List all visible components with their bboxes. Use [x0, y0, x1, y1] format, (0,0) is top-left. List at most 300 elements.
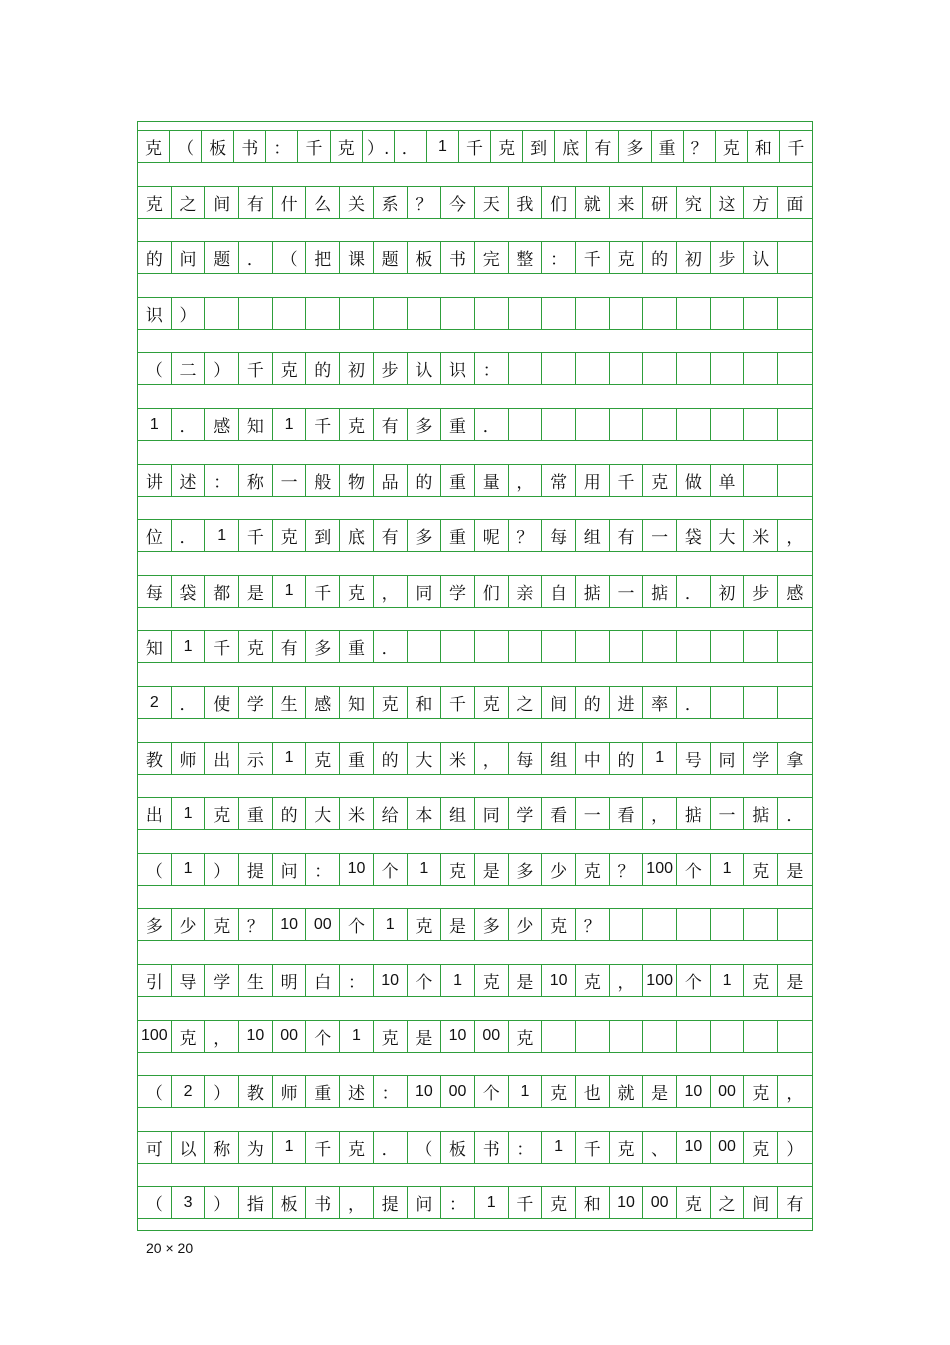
grid-cell: 提: [239, 853, 273, 886]
grid-cell: ．: [677, 575, 711, 608]
grid-cell: （: [138, 1075, 172, 1108]
grid-cell: [273, 297, 307, 330]
grid-cell: 千: [306, 1131, 340, 1164]
grid-cell: 1: [205, 519, 239, 552]
grid-cell: 的: [138, 241, 172, 274]
grid-cell: 克: [716, 130, 748, 163]
grid-cell: 1: [273, 408, 307, 441]
grid-cell: 率: [643, 686, 677, 719]
grid-cell: [441, 630, 475, 663]
grid-cell: 大: [306, 797, 340, 830]
grid-cell: 底: [340, 519, 374, 552]
grid-cell: 1: [408, 853, 442, 886]
grid-row: [138, 1131, 812, 1164]
grid-cell: 克: [744, 1075, 778, 1108]
grid-cell: 00: [306, 908, 340, 941]
grid-cell: 的: [374, 742, 408, 775]
grid-cell: 组: [542, 742, 576, 775]
grid-cell: [677, 630, 711, 663]
grid-cell: 100: [643, 964, 677, 997]
grid-cell: 千: [576, 1131, 610, 1164]
grid-cell: [475, 297, 509, 330]
grid-cell: 步: [711, 241, 745, 274]
grid-cell: 克: [306, 742, 340, 775]
grid-cell: 是: [778, 964, 812, 997]
grid-cell: 10: [677, 1131, 711, 1164]
grid-cell: [778, 352, 812, 385]
grid-cell: 识: [441, 352, 475, 385]
grid-cell: 认: [744, 241, 778, 274]
grid-cell: 初: [340, 352, 374, 385]
grid-cell: 知: [340, 686, 374, 719]
grid-cell: ？: [509, 519, 543, 552]
grid-row: [138, 908, 812, 941]
grid-cell: 学: [744, 742, 778, 775]
grid-cell: 千: [610, 464, 644, 497]
grid-cell: 述: [340, 1075, 374, 1108]
grid-row: [138, 686, 812, 719]
grid-cell: 出: [205, 742, 239, 775]
grid-cell: 到: [306, 519, 340, 552]
grid-cell: 多: [408, 519, 442, 552]
grid-cell: [542, 630, 576, 663]
grid-cell: 重: [441, 464, 475, 497]
grid-cell: 书: [234, 130, 266, 163]
grid-cell: 有: [374, 408, 408, 441]
grid-cell: 之: [509, 686, 543, 719]
grid-cell: [610, 908, 644, 941]
grid-cell: 10: [677, 1075, 711, 1108]
grid-cell: 亲: [509, 575, 543, 608]
grid-cell: 千: [509, 1186, 543, 1219]
grid-cell: [441, 297, 475, 330]
grid-cell: 克: [744, 853, 778, 886]
grid-cell: 问: [172, 241, 206, 274]
grid-cell: 1: [509, 1075, 543, 1108]
grid-cell: 多: [475, 908, 509, 941]
grid-cell: 克: [475, 686, 509, 719]
grid-cell: [509, 352, 543, 385]
grid-cell: 品: [374, 464, 408, 497]
grid-cell: 使: [205, 686, 239, 719]
grid-cell: [239, 297, 273, 330]
grid-cell: 克: [542, 1186, 576, 1219]
grid-cell: 感: [205, 408, 239, 441]
grid-row: [138, 297, 812, 330]
grid-cell: 个: [340, 908, 374, 941]
grid-cell: 是: [441, 908, 475, 941]
grid-cell: 克: [475, 964, 509, 997]
grid-cell: ．: [778, 797, 812, 830]
grid-cell: 号: [677, 742, 711, 775]
grid-cell: 个: [408, 964, 442, 997]
grid-cell: 克: [441, 853, 475, 886]
grid-cell: 间: [205, 186, 239, 219]
grid-cell: 之: [172, 186, 206, 219]
grid-cell: 称: [205, 1131, 239, 1164]
grid-cell: 是: [475, 853, 509, 886]
grid-cell: 克: [374, 686, 408, 719]
grid-cell: [744, 686, 778, 719]
grid-cell: [576, 297, 610, 330]
grid-cell: 生: [273, 686, 307, 719]
grid-cell: 少: [172, 908, 206, 941]
grid-cell: 为: [239, 1131, 273, 1164]
grid-cell: 克: [744, 964, 778, 997]
grid-cell: 整: [509, 241, 543, 274]
grid-cell: [677, 908, 711, 941]
grid-cell: 述: [172, 464, 206, 497]
grid-cell: [778, 464, 812, 497]
grid-cell: [475, 630, 509, 663]
grid-cell: 袋: [677, 519, 711, 552]
grid-cell: 10: [239, 1020, 273, 1053]
grid-cell: [643, 1020, 677, 1053]
grid-cell: 个: [475, 1075, 509, 1108]
grid-cell: 课: [340, 241, 374, 274]
grid-cell: 重: [239, 797, 273, 830]
grid-cell: 中: [576, 742, 610, 775]
grid-cell: 克: [610, 1131, 644, 1164]
grid-cell: 重: [652, 130, 684, 163]
grid-cell: 米: [340, 797, 374, 830]
grid-row: [138, 1020, 812, 1053]
grid-row: [138, 1186, 812, 1219]
grid-cell: 的: [610, 742, 644, 775]
grid-cell: ？: [408, 186, 442, 219]
grid-cell: 感: [778, 575, 812, 608]
grid-cell: [610, 408, 644, 441]
grid-cell: 天: [475, 186, 509, 219]
grid-cell: 千: [459, 130, 491, 163]
grid-cell: 示: [239, 742, 273, 775]
grid-cell: 克: [509, 1020, 543, 1053]
grid-cell: [374, 297, 408, 330]
grid-cell: 组: [441, 797, 475, 830]
grid-cell: 00: [711, 1131, 745, 1164]
grid-cell: [778, 241, 812, 274]
grid-cell: ）: [205, 853, 239, 886]
grid-cell: 有: [778, 1186, 812, 1219]
grid-cell: 00: [711, 1075, 745, 1108]
grid-cell: 克: [491, 130, 523, 163]
grid-cell: ？: [684, 130, 716, 163]
grid-cell: 做: [677, 464, 711, 497]
grid-cell: 1: [273, 575, 307, 608]
grid-cell: [677, 297, 711, 330]
grid-cell: 千: [306, 408, 340, 441]
grid-cell: ，: [475, 742, 509, 775]
grid-cell: 1: [542, 1131, 576, 1164]
grid-cell: 的: [306, 352, 340, 385]
grid-cell: 称: [239, 464, 273, 497]
grid-cell: ．: [475, 408, 509, 441]
grid-cell: 掂: [643, 575, 677, 608]
grid-cell: 千: [306, 575, 340, 608]
grid-cell: ：: [266, 130, 298, 163]
grid-cell: [610, 352, 644, 385]
grid-cell: 重: [306, 1075, 340, 1108]
grid-row: [138, 575, 812, 608]
grid-cell: [677, 352, 711, 385]
grid-cell: 多: [408, 408, 442, 441]
grid-cell: 学: [441, 575, 475, 608]
grid-cell: 克: [576, 853, 610, 886]
grid-row: [138, 464, 812, 497]
grid-cell: ）.: [363, 130, 395, 163]
grid-cell: ，: [340, 1186, 374, 1219]
grid-cell: 克: [138, 186, 172, 219]
grid-cell: ）: [172, 297, 206, 330]
grid-cell: ．: [677, 686, 711, 719]
grid-cell: ．: [172, 408, 206, 441]
grid-cell: 们: [475, 575, 509, 608]
grid-cell: 识: [138, 297, 172, 330]
grid-cell: 个: [677, 853, 711, 886]
grid-cell: 1: [172, 853, 206, 886]
grid-cell: 00: [475, 1020, 509, 1053]
grid-cell: 克: [408, 908, 442, 941]
grid-cell: 引: [138, 964, 172, 997]
grid-cell: 1: [427, 130, 459, 163]
grid-cell: 袋: [172, 575, 206, 608]
grid-cell: 系: [374, 186, 408, 219]
grid-cell: [509, 630, 543, 663]
grid-cell: [542, 352, 576, 385]
grid-cell: 多: [138, 908, 172, 941]
grid-cell: ．: [374, 1131, 408, 1164]
grid-cell: 问: [273, 853, 307, 886]
grid-cell: 克: [643, 464, 677, 497]
grid-cell: ，: [778, 519, 812, 552]
grid-cell: [744, 352, 778, 385]
grid-cell: 克: [239, 630, 273, 663]
grid-cell: 本: [408, 797, 442, 830]
grid-cell: 每: [138, 575, 172, 608]
grid-cell: 克: [340, 1131, 374, 1164]
grid-cell: 把: [306, 241, 340, 274]
grid-row: [138, 630, 812, 663]
grid-cell: （: [138, 352, 172, 385]
grid-cell: 2: [138, 686, 172, 719]
grid-cell: 1: [441, 964, 475, 997]
grid-cell: 用: [576, 464, 610, 497]
grid-cell: [576, 408, 610, 441]
grid-cell: 初: [677, 241, 711, 274]
grid-size-label: 20 × 20: [146, 1240, 194, 1256]
grid-cell: 提: [374, 1186, 408, 1219]
grid-cell: ．: [374, 630, 408, 663]
grid-cell: 同: [711, 742, 745, 775]
grid-cell: 少: [542, 853, 576, 886]
grid-cell: 1: [273, 742, 307, 775]
grid-cell: 教: [239, 1075, 273, 1108]
grid-row: [138, 352, 812, 385]
grid-cell: 一: [273, 464, 307, 497]
grid-cell: 是: [643, 1075, 677, 1108]
grid-cell: 知: [239, 408, 273, 441]
grid-cell: 们: [542, 186, 576, 219]
grid-cell: 克: [542, 908, 576, 941]
grid-cell: 个: [374, 853, 408, 886]
grid-cell: 学: [205, 964, 239, 997]
grid-cell: 00: [441, 1075, 475, 1108]
grid-cell: 克: [374, 1020, 408, 1053]
grid-cell: [778, 686, 812, 719]
grid-cell: 有: [610, 519, 644, 552]
grid-cell: 和: [748, 130, 780, 163]
grid-cell: 是: [509, 964, 543, 997]
grid-cell: 明: [273, 964, 307, 997]
grid-cell: 书: [306, 1186, 340, 1219]
grid-row: [138, 1075, 812, 1108]
grid-cell: 就: [576, 186, 610, 219]
grid-cell: 学: [509, 797, 543, 830]
grid-cell: ，: [374, 575, 408, 608]
grid-cell: 重: [340, 630, 374, 663]
grid-cell: 克: [172, 1020, 206, 1053]
grid-cell: [643, 630, 677, 663]
grid-cell: 千: [239, 352, 273, 385]
grid-cell: 师: [172, 742, 206, 775]
grid-cell: 克: [542, 1075, 576, 1108]
grid-cell: 拿: [778, 742, 812, 775]
grid-cell: （: [273, 241, 307, 274]
grid-cell: 单: [711, 464, 745, 497]
grid-cell: 常: [542, 464, 576, 497]
grid-cell: 大: [711, 519, 745, 552]
grid-cell: 书: [475, 1131, 509, 1164]
grid-cell: ：: [441, 1186, 475, 1219]
grid-cell: 完: [475, 241, 509, 274]
grid-cell: 同: [475, 797, 509, 830]
grid-cell: 克: [610, 241, 644, 274]
grid-cell: ：: [542, 241, 576, 274]
grid-cell: 克: [273, 519, 307, 552]
grid-cell: [711, 908, 745, 941]
grid-cell: 的: [576, 686, 610, 719]
grid-cell: [576, 1020, 610, 1053]
grid-cell: 10: [610, 1186, 644, 1219]
grid-cell: ，: [778, 1075, 812, 1108]
grid-cell: 就: [610, 1075, 644, 1108]
grid-cell: 千: [576, 241, 610, 274]
grid-cell: 一: [711, 797, 745, 830]
grid-cell: 可: [138, 1131, 172, 1164]
grid-cell: [744, 1020, 778, 1053]
grid-cell: 间: [542, 686, 576, 719]
grid-cell: 什: [273, 186, 307, 219]
grid-cell: 克: [205, 908, 239, 941]
grid-cell: 这: [711, 186, 745, 219]
grid-cell: [340, 297, 374, 330]
grid-cell: 问: [408, 1186, 442, 1219]
grid-cell: 10: [408, 1075, 442, 1108]
grid-cell: 自: [542, 575, 576, 608]
grid-cell: ）: [205, 1075, 239, 1108]
grid-cell: 10: [542, 964, 576, 997]
grid-cell: [610, 1020, 644, 1053]
grid-cell: ：: [374, 1075, 408, 1108]
grid-cell: 千: [780, 130, 812, 163]
grid-cell: 教: [138, 742, 172, 775]
grid-cell: [509, 297, 543, 330]
grid-cell: 米: [441, 742, 475, 775]
grid-cell: 的: [273, 797, 307, 830]
grid-cell: 00: [643, 1186, 677, 1219]
grid-cell: [643, 352, 677, 385]
grid-cell: 都: [205, 575, 239, 608]
grid-cell: 2: [172, 1075, 206, 1108]
grid-cell: 是: [408, 1020, 442, 1053]
grid-cell: [643, 297, 677, 330]
grid-row: [138, 519, 812, 552]
grid-cell: 步: [374, 352, 408, 385]
grid-cell: 呢: [475, 519, 509, 552]
grid-cell: 重: [441, 408, 475, 441]
grid-cell: ：: [509, 1131, 543, 1164]
grid-cell: ：: [475, 352, 509, 385]
grid-row: [138, 241, 812, 274]
grid-cell: [205, 297, 239, 330]
grid-cell: 有: [374, 519, 408, 552]
grid-cell: 、: [643, 1131, 677, 1164]
grid-row: [138, 853, 812, 886]
grid-cell: 1: [711, 853, 745, 886]
grid-cell: ？: [239, 908, 273, 941]
grid-cell: 量: [475, 464, 509, 497]
grid-cell: 克: [205, 797, 239, 830]
grid-cell: 么: [306, 186, 340, 219]
grid-cell: [542, 297, 576, 330]
grid-cell: [711, 1020, 745, 1053]
grid-cell: [610, 630, 644, 663]
grid-cell: [744, 464, 778, 497]
grid-cell: 克: [331, 130, 363, 163]
grid-cell: 每: [509, 742, 543, 775]
grid-cell: 师: [273, 1075, 307, 1108]
grid-cell: 克: [340, 575, 374, 608]
grid-cell: [711, 352, 745, 385]
grid-cell: 间: [744, 1186, 778, 1219]
grid-cell: 是: [778, 853, 812, 886]
writing-grid: [137, 121, 813, 1231]
grid-cell: 导: [172, 964, 206, 997]
grid-cell: 100: [643, 853, 677, 886]
grid-cell: 题: [205, 241, 239, 274]
grid-cell: [677, 1020, 711, 1053]
grid-cell: 面: [778, 186, 812, 219]
grid-cell: ）: [205, 352, 239, 385]
grid-cell: 给: [374, 797, 408, 830]
grid-cell: 多: [509, 853, 543, 886]
grid-cell: 的: [643, 241, 677, 274]
grid-cell: 克: [744, 1131, 778, 1164]
grid-cell: [744, 408, 778, 441]
grid-cell: ．: [395, 130, 427, 163]
grid-cell: [744, 297, 778, 330]
grid-cell: 底: [555, 130, 587, 163]
grid-cell: 少: [509, 908, 543, 941]
grid-cell: 掂: [744, 797, 778, 830]
grid-cell: [778, 408, 812, 441]
grid-cell: 感: [306, 686, 340, 719]
grid-cell: ：: [340, 964, 374, 997]
grid-cell: [778, 908, 812, 941]
grid-cell: 10: [441, 1020, 475, 1053]
grid-cell: 有: [273, 630, 307, 663]
grid-cell: 千: [441, 686, 475, 719]
